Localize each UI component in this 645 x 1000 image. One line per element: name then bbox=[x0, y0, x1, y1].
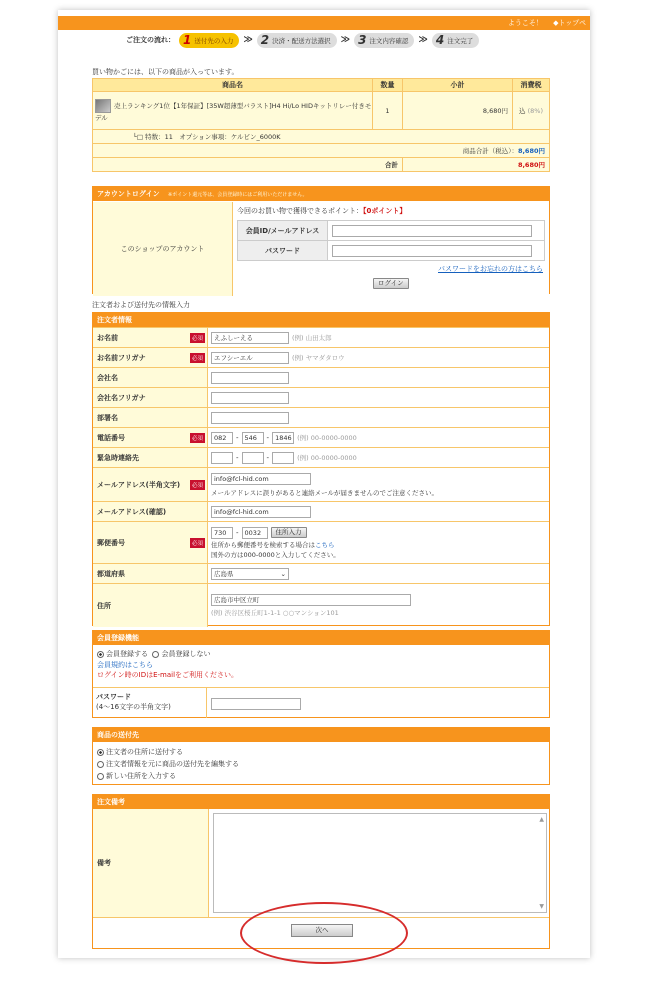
member-password-input[interactable] bbox=[211, 698, 301, 710]
prefecture-select[interactable]: 広島県 ⌄ bbox=[211, 568, 289, 580]
top-bar bbox=[58, 16, 590, 30]
sum-label: 合計 bbox=[93, 158, 403, 172]
member-panel: 会員登録機能 会員登録する 会員登録しない 会員規約はこちら ログイン時のIDはE-mailをご利用ください。 パスワード (4〜16文字の半角文字) bbox=[92, 630, 550, 718]
cart-table bbox=[92, 78, 550, 172]
goods-total-label: 商品合計（税込）： bbox=[462, 147, 518, 155]
member-no-radio[interactable] bbox=[152, 651, 159, 658]
shipping-header: 商品の送付先 bbox=[93, 728, 549, 742]
company-kana-input[interactable] bbox=[211, 392, 289, 404]
name-input[interactable]: えふしーえる bbox=[211, 332, 289, 344]
form-title: 注文者および送付先の情報入力 bbox=[92, 301, 190, 309]
highlight-circle bbox=[240, 902, 408, 964]
member-pw-hint: (4〜16文字の半角文字) bbox=[96, 703, 171, 711]
ship-option-3-radio[interactable] bbox=[97, 773, 104, 780]
member-header: 会員登録機能 bbox=[93, 631, 549, 645]
goods-total-value: 8,680円 bbox=[517, 147, 545, 155]
tel3-input[interactable]: 1846 bbox=[272, 432, 294, 444]
email-input[interactable]: info@fcl-hid.com bbox=[211, 473, 311, 485]
address-input-button[interactable]: 住所入力 bbox=[271, 527, 307, 538]
chevron-down-icon: ⌄ bbox=[280, 569, 286, 578]
col-subtotal: 小計 bbox=[403, 79, 513, 92]
login-id-input[interactable] bbox=[332, 225, 532, 237]
account-header: アカウントログイン ※ポイント還元等は、会員登録時にはご利用いただけません。 bbox=[93, 187, 549, 201]
email-confirm-input[interactable]: info@fcl-hid.com bbox=[211, 506, 311, 518]
zip-search-link[interactable]: こちら bbox=[315, 540, 335, 549]
welcome-text: ようこそ！ bbox=[507, 19, 543, 27]
member-pw-label: パスワード bbox=[96, 693, 131, 701]
login-password-input[interactable] bbox=[332, 245, 532, 257]
zip2-input[interactable]: 0032 bbox=[242, 527, 268, 539]
steps-lead: ご注文の流れ： bbox=[126, 36, 175, 44]
tel2-input[interactable]: 546 bbox=[242, 432, 264, 444]
forgot-password-link[interactable]: パスワードをお忘れの方はこちら bbox=[438, 265, 543, 273]
emg2-input[interactable] bbox=[242, 452, 264, 464]
terms-link[interactable]: 会員規約はこちら bbox=[97, 661, 153, 669]
top-link[interactable]: ◆トップペ bbox=[553, 19, 586, 27]
product-name[interactable]: 売上ランキング1位【1年保証】[35W超薄型バラスト]H4 Hi/Lo HIDキットリレー付きモデル bbox=[95, 102, 372, 122]
note-header: 注文備考 bbox=[93, 795, 549, 809]
scroll-up-icon[interactable]: ▲ bbox=[539, 816, 544, 823]
orderer-panel: 注文者情報 お名前 必須 えふしーえる (例) 山田太郎 お名前フリガナ 必須 エフシーエル (例) ヤマダタロウ 会社名 会社名フリガナ 部署名 電話番号 必須 082 - 546 - 1846 (例) 00-0000-0000 緊急時連絡先 - - (例) 00-0000-0000 メールアドレス(半角文字) 必須 info@fcl-hid.com メールアドレスに誤りがあると連絡メールが届きませんのでご注意ください。 メールアドレス(確認) info@fcl-hid.com 郵便番号 必須 730 - 0032 住所入力 住所から郵便番号を検索する場合はこちら 国外の方は000-0000と入力してください。 都道府県 広島県 ⌄ 住所 広島市中区立町 (例) 渋谷区桜丘町1-1-1 ○○マンション101 bbox=[92, 312, 550, 626]
note-textarea[interactable] bbox=[213, 813, 547, 913]
tel1-input[interactable]: 082 bbox=[211, 432, 233, 444]
step-3: 3 注文内容確認 bbox=[354, 33, 414, 48]
company-input[interactable] bbox=[211, 372, 289, 384]
ship-option-1-radio[interactable] bbox=[97, 749, 104, 756]
ship-option-2-radio[interactable] bbox=[97, 761, 104, 768]
id-label: 会員ID/メールアドレス bbox=[238, 221, 328, 241]
login-button[interactable]: ログイン bbox=[373, 278, 409, 289]
cart-intro: 買い物かごには、以下の商品が入っています。 bbox=[92, 68, 239, 76]
account-form bbox=[233, 202, 549, 296]
login-id-note: ログイン時のIDはE-mailをご利用ください。 bbox=[97, 671, 239, 679]
col-qty: 数量 bbox=[373, 79, 403, 92]
step-arrow: ≫ bbox=[340, 35, 351, 45]
dept-input[interactable] bbox=[211, 412, 289, 424]
member-yes-radio[interactable] bbox=[97, 651, 104, 658]
address-input[interactable]: 広島市中区立町 bbox=[211, 594, 411, 606]
name-kana-input[interactable]: エフシーエル bbox=[211, 352, 289, 364]
next-button[interactable]: 次へ bbox=[291, 924, 353, 937]
note-label: 備考 bbox=[93, 809, 209, 917]
col-product: 商品名 bbox=[93, 79, 373, 92]
order-steps bbox=[126, 32, 479, 48]
zip1-input[interactable]: 730 bbox=[211, 527, 233, 539]
item-subtotal: 8,680円 bbox=[403, 92, 513, 130]
step-4: 4 注文完了 bbox=[432, 33, 479, 48]
product-thumbnail[interactable] bbox=[95, 99, 111, 113]
item-qty: 1 bbox=[373, 92, 403, 130]
shipping-panel: 商品の送付先 注文者の住所に送付する 注文者情報を元に商品の送付先を編集する 新しい住所を入力する bbox=[92, 727, 550, 785]
account-left-label: このショップのアカウント bbox=[93, 202, 233, 296]
option-icon: └□ bbox=[133, 133, 146, 141]
email-note: メールアドレスに誤りがあると連絡メールが届きませんのでご注意ください。 bbox=[211, 488, 439, 497]
emg3-input[interactable] bbox=[272, 452, 294, 464]
item-option: 特数：11 オプション事項：ケルビン_6000K bbox=[145, 133, 281, 141]
account-login-panel bbox=[92, 186, 550, 294]
table-row: 売上ランキング1位【1年保証】[35W超薄型バラスト]H4 Hi/Lo HIDキットリレー付きモデル 1 8,680円 込 (8%) bbox=[93, 92, 550, 130]
emg1-input[interactable] bbox=[211, 452, 233, 464]
item-tax: 込 bbox=[519, 107, 526, 115]
pw-label: パスワード bbox=[238, 241, 328, 261]
step-1: 1 送付先の入力 bbox=[179, 33, 239, 48]
step-arrow: ≫ bbox=[243, 35, 253, 45]
points-value: 【0ポイント】 bbox=[363, 207, 407, 215]
scroll-down-icon[interactable]: ▼ bbox=[539, 903, 544, 910]
orderer-header: 注文者情報 bbox=[93, 313, 549, 327]
step-arrow: ≫ bbox=[418, 35, 428, 45]
points-text: 今回のお買い物で獲得できるポイント： bbox=[237, 207, 363, 215]
sum-value: 8,680円 bbox=[403, 158, 550, 172]
col-tax: 消費税 bbox=[513, 79, 550, 92]
step-2: 2 決済・配送方法選択 bbox=[257, 33, 337, 48]
